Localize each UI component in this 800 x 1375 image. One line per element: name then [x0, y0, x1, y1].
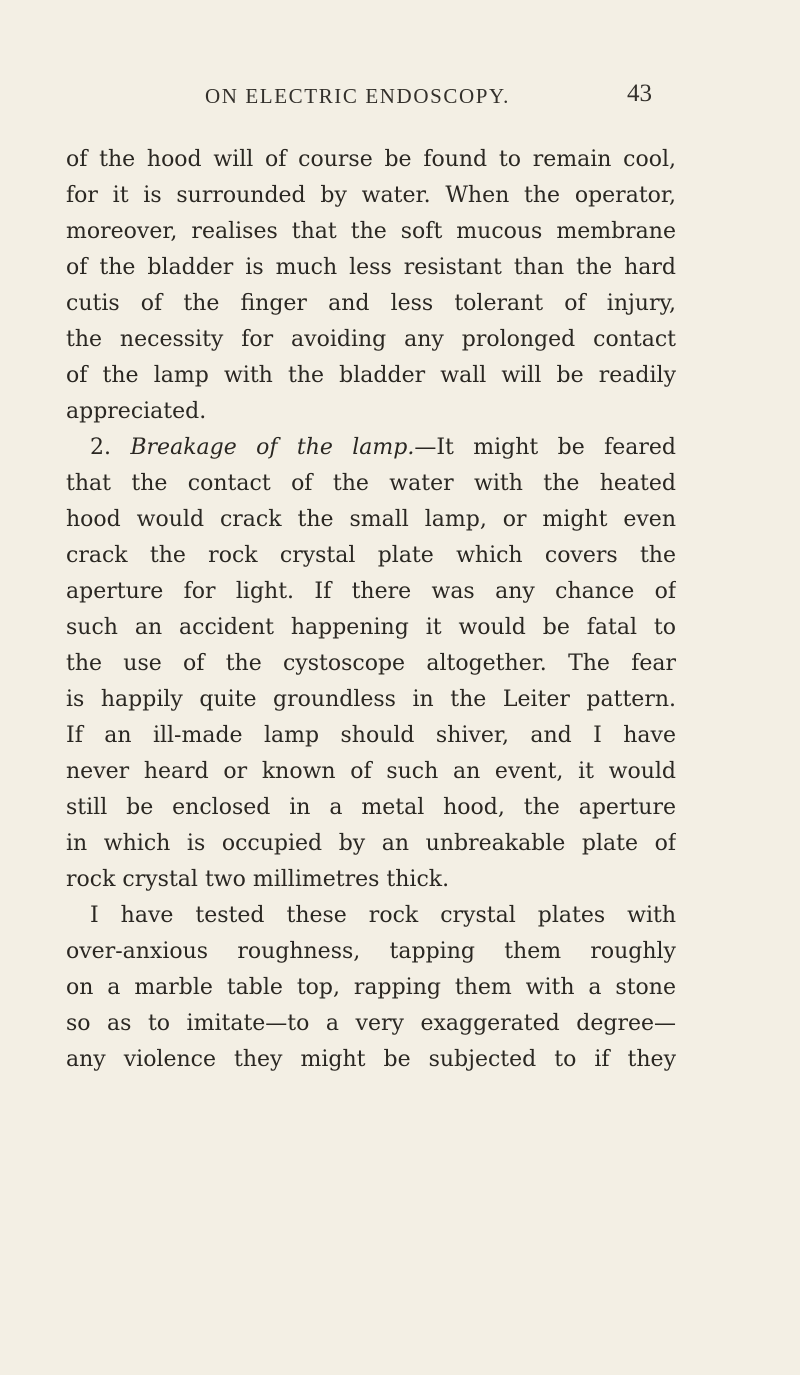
- text-line: the use of the cystoscope altogether. The fear: [66, 651, 676, 676]
- text-line: over-anxious roughness, tapping them roughly: [66, 939, 676, 964]
- page-number: 43: [627, 80, 652, 107]
- text-line: moreover, realises that the soft mucous membrane: [66, 219, 676, 244]
- text-line: appreciated.: [66, 399, 207, 424]
- text-line: hood would crack the small lamp, or might even: [66, 507, 676, 532]
- text-line: rock crystal two millimetres thick.: [66, 867, 450, 892]
- text-line: aperture for light. If there was any chance of: [66, 579, 676, 604]
- text-line: never heard or known of such an event, it would: [66, 759, 676, 784]
- text-line: of the hood will of course be found to remain cool,: [66, 147, 676, 172]
- text-line: on a marble table top, rapping them with a stone: [66, 975, 676, 1000]
- running-head: ON ELECTRIC ENDOSCOPY.: [205, 84, 510, 108]
- text-line: for it is surrounded by water. When the operator,: [66, 183, 676, 208]
- text-line: of the bladder is much less resistant than the hard: [66, 255, 676, 280]
- text-line: in which is occupied by an unbreakable plate of: [66, 831, 676, 856]
- section-title: Breakage of the lamp.: [130, 435, 415, 460]
- text-line: If an ill-made lamp should shiver, and I have: [66, 723, 676, 748]
- text-line: I have tested these rock crystal plates with: [90, 903, 676, 928]
- text-line: so as to imitate—to a very exaggerated degree—: [66, 1011, 676, 1036]
- section-number: 2.: [90, 435, 111, 460]
- text-line: that the contact of the water with the heated: [66, 471, 676, 496]
- text-line: such an accident happening it would be fatal to: [66, 615, 676, 640]
- text-line: any violence they might be subjected to if they: [66, 1047, 676, 1072]
- text-line: of the lamp with the bladder wall will be readily: [66, 363, 676, 388]
- text-line: the necessity for avoiding any prolonged contact: [66, 327, 676, 352]
- text-line: crack the rock crystal plate which covers the: [66, 543, 676, 568]
- text-line: is happily quite groundless in the Leiter pattern.: [66, 687, 676, 712]
- section-lead-text: —It might be feared: [414, 435, 676, 460]
- text-line: still be enclosed in a metal hood, the aperture: [66, 795, 676, 820]
- text-line: cutis of the finger and less tolerant of injury,: [66, 291, 676, 316]
- section-heading-line: [90, 430, 676, 466]
